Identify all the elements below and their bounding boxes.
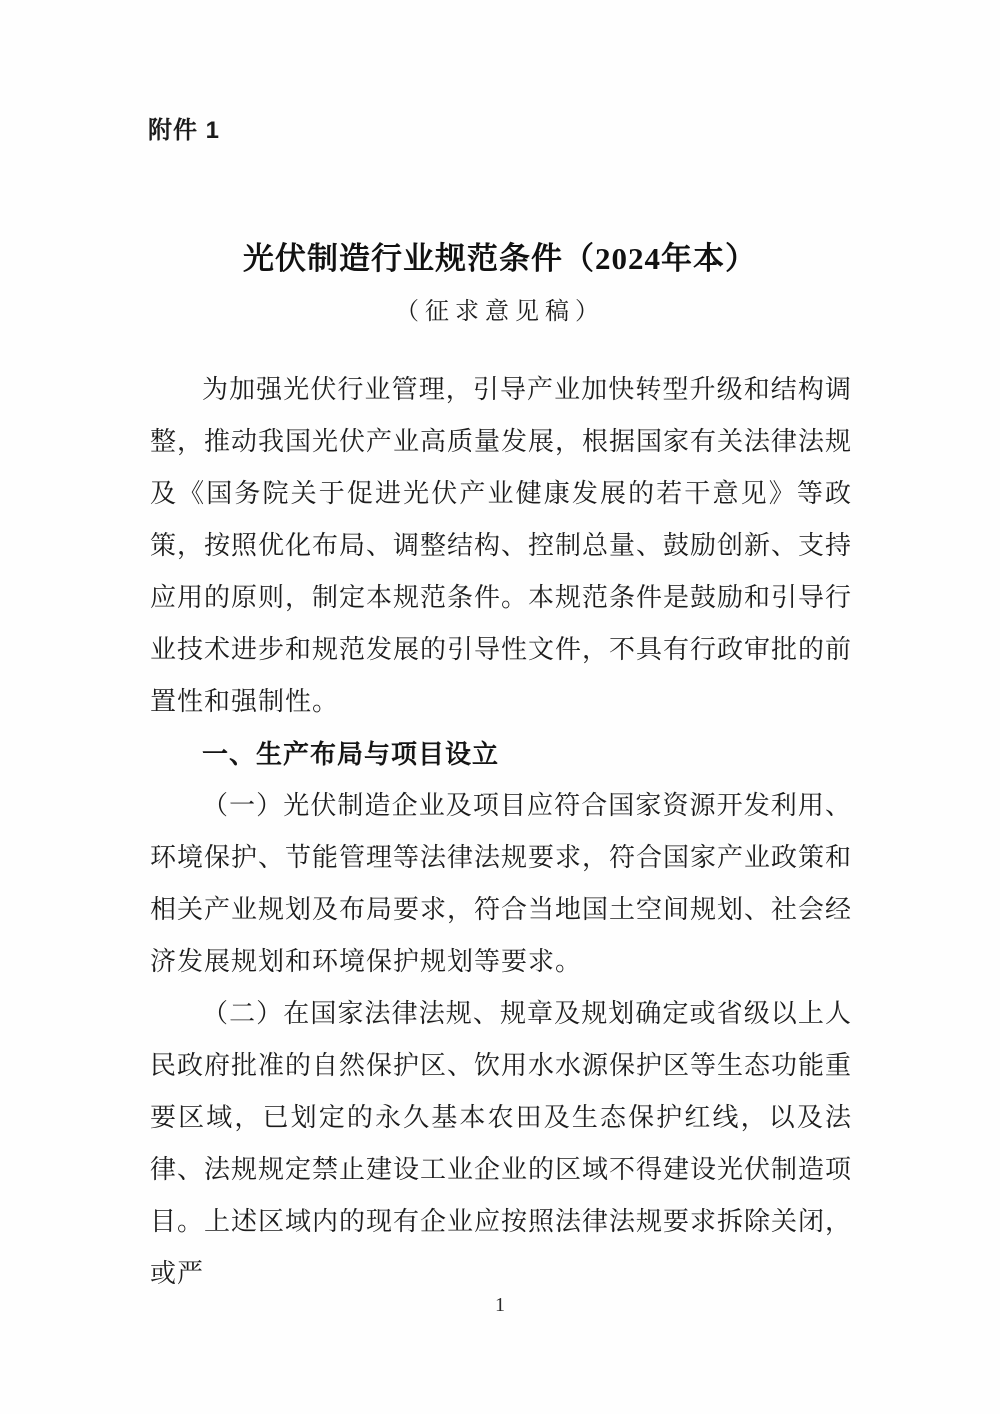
section-1-paragraph-2: （二）在国家法律法规、规章及规划确定或省级以上人民政府批准的自然保护区、饮用水水源保护区等生态功能重要区域，已划定的永久基本农田及生态保护红线，以及法律、法规规定禁止建设工业企业的区域不得建设光伏制造项目。上述区域内的现有企业应按照法律法规要求拆除关闭，或严 bbox=[150, 999, 853, 1288]
document-title: 光伏制造行业规范条件（2024年本） bbox=[243, 241, 757, 276]
section-1-heading: 一、生产布局与项目设立 bbox=[202, 739, 500, 769]
attachment-label: 附件 1 bbox=[148, 117, 221, 144]
intro-paragraph: 为加强光伏行业管理，引导产业加快转型升级和结构调整，推动我国光伏产业高质量发展，根据国家有关法律法规及《国务院关于促进光伏产业健康发展的若干意见》等政策，按照优化布局、调整结构、控制总量、鼓励创新、支持应用的原则，制定本规范条件。本规范条件是鼓励和引导行业技术进步和规范发展的引导性文件，不具有行政审批的前置性和强制性。 bbox=[150, 375, 853, 716]
section-1-paragraph-1: （一）光伏制造企业及项目应符合国家资源开发利用、环境保护、节能管理等法律法规要求，符合国家产业政策和相关产业规划及布局要求，符合当地国土空间规划、社会经济发展规划和环境保护规划等要求。 bbox=[150, 791, 853, 976]
document-subtitle: （征求意见稿） bbox=[395, 299, 605, 325]
page-number: 1 bbox=[495, 1294, 505, 1316]
document-body bbox=[150, 364, 852, 1300]
